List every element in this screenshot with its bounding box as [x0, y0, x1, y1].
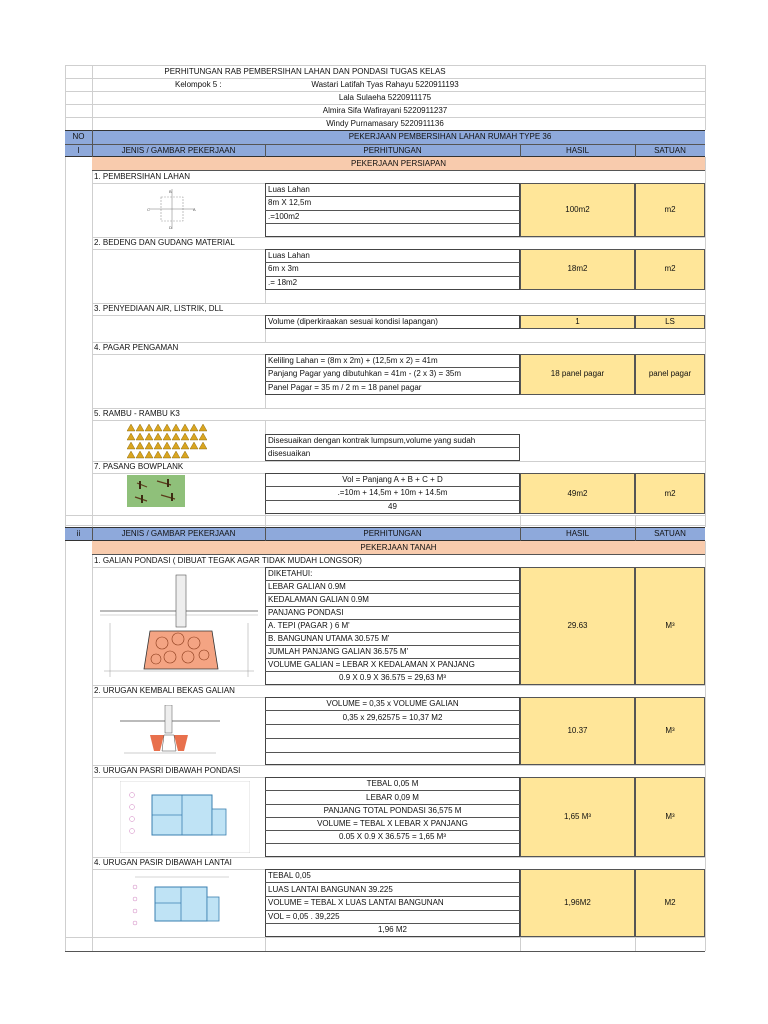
satuan-value: M³	[665, 812, 675, 821]
calc-line: TEBAL 0,05 M	[366, 779, 419, 788]
satuan-value: M³	[665, 621, 675, 630]
calc-line: Volume (diperkiraakan sesuai kondisi lapangan)	[268, 317, 438, 326]
col-perhitungan: PERHITUNGAN	[363, 146, 422, 155]
calc-line: LUAS LANTAI BANGUNAN 39.225	[268, 885, 393, 894]
col-jenis: JENIS / GAMBAR PEKERJAAN	[121, 146, 236, 155]
calc-line: VOL = 0,05 . 39,225	[268, 912, 340, 921]
calc-line: .=100m2	[268, 212, 300, 221]
calc-line: DIKETAHUI:	[268, 569, 313, 578]
hasil-value: 100m2	[565, 205, 590, 214]
hasil-value: 1,65 M³	[563, 812, 592, 821]
hasil-value: 10.37	[567, 726, 588, 735]
svg-text:C: C	[147, 207, 150, 212]
calc-line: .=10m + 14,5m + 10m + 14.5m	[337, 488, 448, 497]
member-name: Almira Sifa Wafirayani 5220911237	[322, 106, 448, 115]
calc-line: Panel Pagar = 35 m / 2 m = 18 panel pagar	[268, 383, 422, 392]
col-no: NO	[72, 132, 85, 141]
satuan-value: M2	[664, 898, 676, 907]
satuan-value: M³	[665, 726, 675, 735]
calc-line: Vol = Panjang A + B + C + D	[342, 475, 443, 484]
hasil-value: 18m2	[567, 264, 588, 273]
svg-text:B: B	[169, 189, 172, 194]
floor-plan-image	[127, 873, 237, 933]
calc-line: 0.9 X 0.9 X 36.575 = 29,63 M³	[339, 673, 446, 682]
hasil-value: 18 panel pagar	[550, 369, 605, 378]
calc-line: VOLUME = TEBAL X LUAS LANTAI BANGUNAN	[268, 898, 444, 907]
hasil-value: 1,96M2	[564, 898, 591, 907]
hasil-value: 1	[575, 317, 580, 326]
table1-title: PEKERJAAN PEMBERSIHAN LAHAN RUMAH TYPE 36	[348, 132, 552, 141]
group-label: Kelompok 5 :	[175, 80, 222, 89]
hasil-value: 49m2	[567, 489, 588, 498]
calc-line: JUMLAH PANJANG GALIAN 36.575 M'	[268, 647, 409, 656]
calc-line: LEBAR GALIAN 0.9M	[268, 582, 346, 591]
satuan-value: m2	[664, 205, 676, 214]
safety-signs-image	[127, 423, 207, 459]
hasil-value: 29.63	[567, 621, 588, 630]
calc-line: PANJANG PONDASI	[268, 608, 344, 617]
backfill-section-image	[120, 705, 220, 757]
col-hasil: HASIL	[565, 146, 590, 155]
calc-line: B. BANGUNAN UTAMA 30.575 M'	[268, 634, 390, 643]
col-jenis: JENIS / GAMBAR PEKERJAAN	[121, 529, 236, 538]
bowplank-image	[127, 475, 185, 507]
calc-line: Keliling Lahan = (8m x 2m) + (12,5m x 2) = 41m	[268, 356, 438, 365]
site-plan-image	[143, 187, 201, 231]
section-title: PEKERJAAN TANAH	[360, 543, 437, 552]
col-satuan: SATUAN	[654, 146, 686, 155]
calc-line: Luas Lahan	[268, 251, 310, 260]
item-title: 1. PEMBERSIHAN LAHAN	[94, 172, 191, 181]
section-title: PEKERJAAN PERSIAPAN	[351, 159, 446, 168]
calc-line: PANJANG TOTAL PONDASI 36,575 M	[323, 806, 462, 815]
col-satuan: SATUAN	[654, 529, 686, 538]
calc-line: VOLUME = TEBAL X LEBAR X PANJANG	[317, 819, 468, 828]
roman-number: I	[77, 146, 80, 155]
calc-line: 49	[388, 502, 397, 511]
item-title: 5. RAMBU - RAMBU K3	[94, 409, 180, 418]
col-perhitungan: PERHITUNGAN	[363, 529, 422, 538]
foundation-plan-image	[120, 781, 250, 853]
item-title: 7. PASANG BOWPLANK	[94, 462, 184, 471]
satuan-value: LS	[665, 317, 675, 326]
member-name: Lala Sulaeha 5220911175	[338, 93, 432, 102]
calc-line: LEBAR 0,09 M	[366, 793, 419, 802]
satuan-value: m2	[664, 489, 676, 498]
calc-line: 0,35 x 29,62575 = 10,37 M2	[342, 713, 443, 722]
calc-line: Panjang Pagar yang dibutuhkan = 41m - (2 x 3) = 35m	[268, 369, 462, 378]
calc-line: A. TEPI (PAGAR ) 6 M'	[268, 621, 350, 630]
roman-number: ii	[76, 529, 81, 538]
spreadsheet	[65, 65, 705, 955]
satuan-value: m2	[664, 264, 676, 273]
calc-line: VOLUME GALIAN = LEBAR X KEDALAMAN X PANJANG	[268, 660, 475, 669]
calc-line: Disesuaikan dengan kontrak lumpsum,volume yang sudah	[268, 436, 476, 445]
item-title: 4. PAGAR PENGAMAN	[94, 343, 179, 352]
calc-line: 8m X 12,5m	[268, 198, 312, 207]
item-title: 2. URUGAN KEMBALI BEKAS GALIAN	[94, 686, 235, 695]
calc-line: TEBAL 0,05	[268, 871, 311, 880]
item-title: 1. GALIAN PONDASI ( DIBUAT TEGAK AGAR TIDAK MUDAH LONGSOR)	[94, 556, 362, 565]
item-title: 3. PENYEDIAAN AIR, LISTRIK, DLL	[94, 304, 224, 313]
item-title: 3. URUGAN PASRI DIBAWAH PONDASI	[94, 766, 241, 775]
calc-line: KEDALAMAN GALIAN 0.9M	[268, 595, 369, 604]
foundation-section-image	[100, 571, 258, 681]
svg-text:D: D	[169, 225, 172, 230]
member-name: Wastari Latifah Tyas Rahayu 5220911193	[311, 80, 459, 89]
document-title: PERHITUNGAN RAB PEMBERSIHAN LAHAN DAN PONDASI TUGAS KELAS	[164, 67, 446, 76]
calc-line: Luas Lahan	[268, 185, 310, 194]
calc-line: disesuaikan	[268, 449, 311, 458]
svg-text:A: A	[193, 207, 196, 212]
col-hasil: HASIL	[565, 529, 590, 538]
calc-line: VOLUME = 0,35 x VOLUME GALIAN	[326, 699, 459, 708]
calc-line: .= 18m2	[268, 278, 298, 287]
item-title: 2. BEDENG DAN GUDANG MATERIAL	[94, 238, 235, 247]
satuan-value: panel pagar	[648, 369, 692, 378]
calc-line: 0.05 X 0.9 X 36.575 = 1,65 M³	[339, 832, 446, 841]
calc-line: 1,96 M2	[378, 925, 407, 934]
member-name: Windy Purnamasary 5220911136	[326, 119, 444, 128]
item-title: 4. URUGAN PASIR DIBAWAH LANTAI	[94, 858, 232, 867]
calc-line: 6m x 3m	[268, 264, 299, 273]
